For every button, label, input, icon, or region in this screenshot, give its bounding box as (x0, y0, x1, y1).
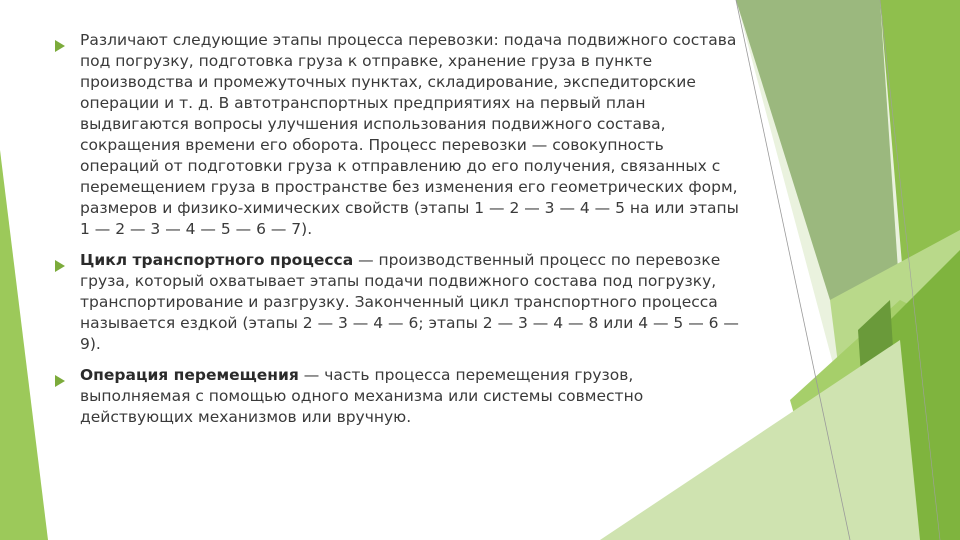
bullet-body: — производственный процесс по перевозке груза, который охватывает этапы подачи подвижного состава под погрузку, транспортирование и разгрузку. Законченный цикл транспортного процесса называется ездкой (этапы 2 — 3 — 4 — 6; этапы 2 — 3 — 4 — 8 или 4 — 5 — 6 — 9). (80, 251, 739, 353)
bullet-text (80, 250, 740, 355)
slide-content (50, 30, 740, 438)
bullet-item-1 (50, 30, 740, 240)
bullet-term: Цикл транспортного процесса (80, 251, 354, 269)
bullet-arrow-icon (55, 260, 65, 272)
bullet-item-3 (50, 365, 740, 428)
bullet-body: — часть процесса перемещения грузов, выполняемая с помощью одного механизма или системы совместно действующих механизмов или вручную. (80, 366, 644, 426)
left-green-triangle (0, 150, 48, 540)
bullet-item-2 (50, 250, 740, 355)
bullet-text (80, 365, 740, 428)
bullet-text (80, 30, 740, 240)
bullet-body: Различают следующие этапы процесса перевозки: подача подвижного состава под погрузку, подготовка груза к отправке, хранение груза в пункте производства и промежуточных пунктах, складирование, экспедиторские операции и т. д. В автотранспортных предприятиях на первый план выдвигаются вопросы улучшения использования подвижного состава, сокращения времени его оборота. Процесс перевозки — совокупность операций от подготовки груза к отправлению до его получения, связанных с перемещением груза в пространстве без изменения его геометрических форм, размеров и физико-химических свойств (этапы 1 — 2 — 3 — 4 — 5 на или этапы 1 — 2 — 3 — 4 — 5 — 6 — 7). (80, 31, 739, 238)
bullet-arrow-icon (55, 375, 65, 387)
bullet-term: Операция перемещения (80, 366, 299, 384)
bullet-arrow-icon (55, 40, 65, 52)
right-sage-shape (736, 0, 900, 300)
